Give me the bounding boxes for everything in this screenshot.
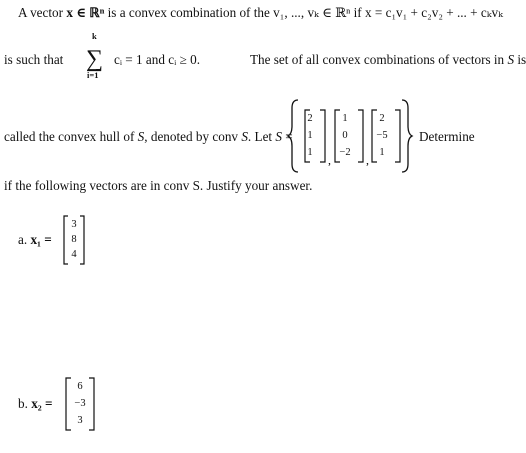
instruction-text: if the following vectors are in conv S. Justify your answer. — [4, 178, 313, 193]
hull-s-2: S — [241, 129, 248, 144]
intro-text-b: is a convex combination of the — [104, 5, 274, 20]
part-b-entry3: 3 — [77, 415, 83, 426]
vec1-right-bracket-icon — [320, 110, 325, 162]
comma-1: , — [328, 153, 331, 167]
set-vec1-entry3: 1 — [307, 147, 313, 158]
condition-text: is such that — [4, 52, 64, 67]
condition-line-a — [4, 52, 63, 68]
intro-text-a: A vector — [18, 5, 67, 20]
set-vec3-entry3: 1 — [379, 147, 385, 158]
x-in-rn: x ∈ ℝⁿ — [66, 5, 105, 20]
intro-line — [18, 5, 503, 21]
sum-upper-limit: k — [92, 31, 97, 41]
convex-set-end: is — [517, 52, 526, 67]
set-vec2-entry1: 1 — [342, 113, 348, 124]
part-b-variable: x₂ = — [31, 396, 53, 411]
hull-text-b: , denoted by conv — [144, 129, 239, 144]
combination-equation: x = c₁v₁ + c₂v₂ + ... + cₖvₖ — [364, 5, 503, 20]
part-a-entry3: 4 — [71, 249, 77, 260]
part-a-label-line — [18, 232, 52, 248]
part-a-variable: x₁ = — [30, 232, 52, 247]
set-s-symbol: S — [507, 52, 515, 67]
sum-condition: cᵢ = 1 and cᵢ ≥ 0. — [114, 52, 201, 67]
condition-line-b — [114, 52, 200, 68]
hull-text-a: called the convex hull of — [4, 129, 135, 144]
hull-line — [4, 129, 293, 145]
vec3-right-bracket-icon — [395, 110, 400, 162]
left-brace-icon — [288, 100, 298, 172]
set-vec1-entry2: 1 — [307, 130, 313, 141]
intro-text-c: if — [350, 5, 365, 20]
right-brace-icon — [402, 100, 412, 172]
convex-set-text: The set of all convex combinations of vectors in — [250, 52, 505, 67]
comma-2: , — [366, 153, 369, 167]
part-a-label: a. — [18, 232, 28, 247]
set-vec2-entry3: −2 — [339, 147, 351, 158]
hull-equals: = — [285, 129, 293, 144]
hull-text-c: . Let — [247, 129, 273, 144]
part-b-entry1: 6 — [77, 381, 83, 392]
determine-text — [419, 129, 475, 145]
sigma-symbol: ∑ — [86, 46, 104, 72]
set-vec3-entry2: −5 — [376, 130, 388, 141]
instruction-line — [4, 178, 312, 194]
set-vec2-entry2: 0 — [342, 130, 348, 141]
hull-s-3: S — [275, 129, 282, 144]
condition-line-c — [250, 52, 526, 68]
hull-s-1: S — [137, 129, 145, 144]
part-b-label-line — [18, 396, 53, 412]
part-b-entry2: −3 — [74, 398, 86, 409]
part-a-entry2: 8 — [71, 234, 77, 245]
vector-list: v₁, ..., vₖ ∈ ℝⁿ — [273, 5, 351, 20]
part-a-entry1: 3 — [71, 219, 77, 230]
sum-lower-limit: i=1 — [87, 70, 99, 80]
part-b-label: b. — [18, 396, 28, 411]
vec2-right-bracket-icon — [358, 110, 363, 162]
set-vec3-entry1: 2 — [379, 113, 385, 124]
set-vec1-entry1: 2 — [307, 113, 313, 124]
determine-word: Determine — [419, 129, 475, 144]
